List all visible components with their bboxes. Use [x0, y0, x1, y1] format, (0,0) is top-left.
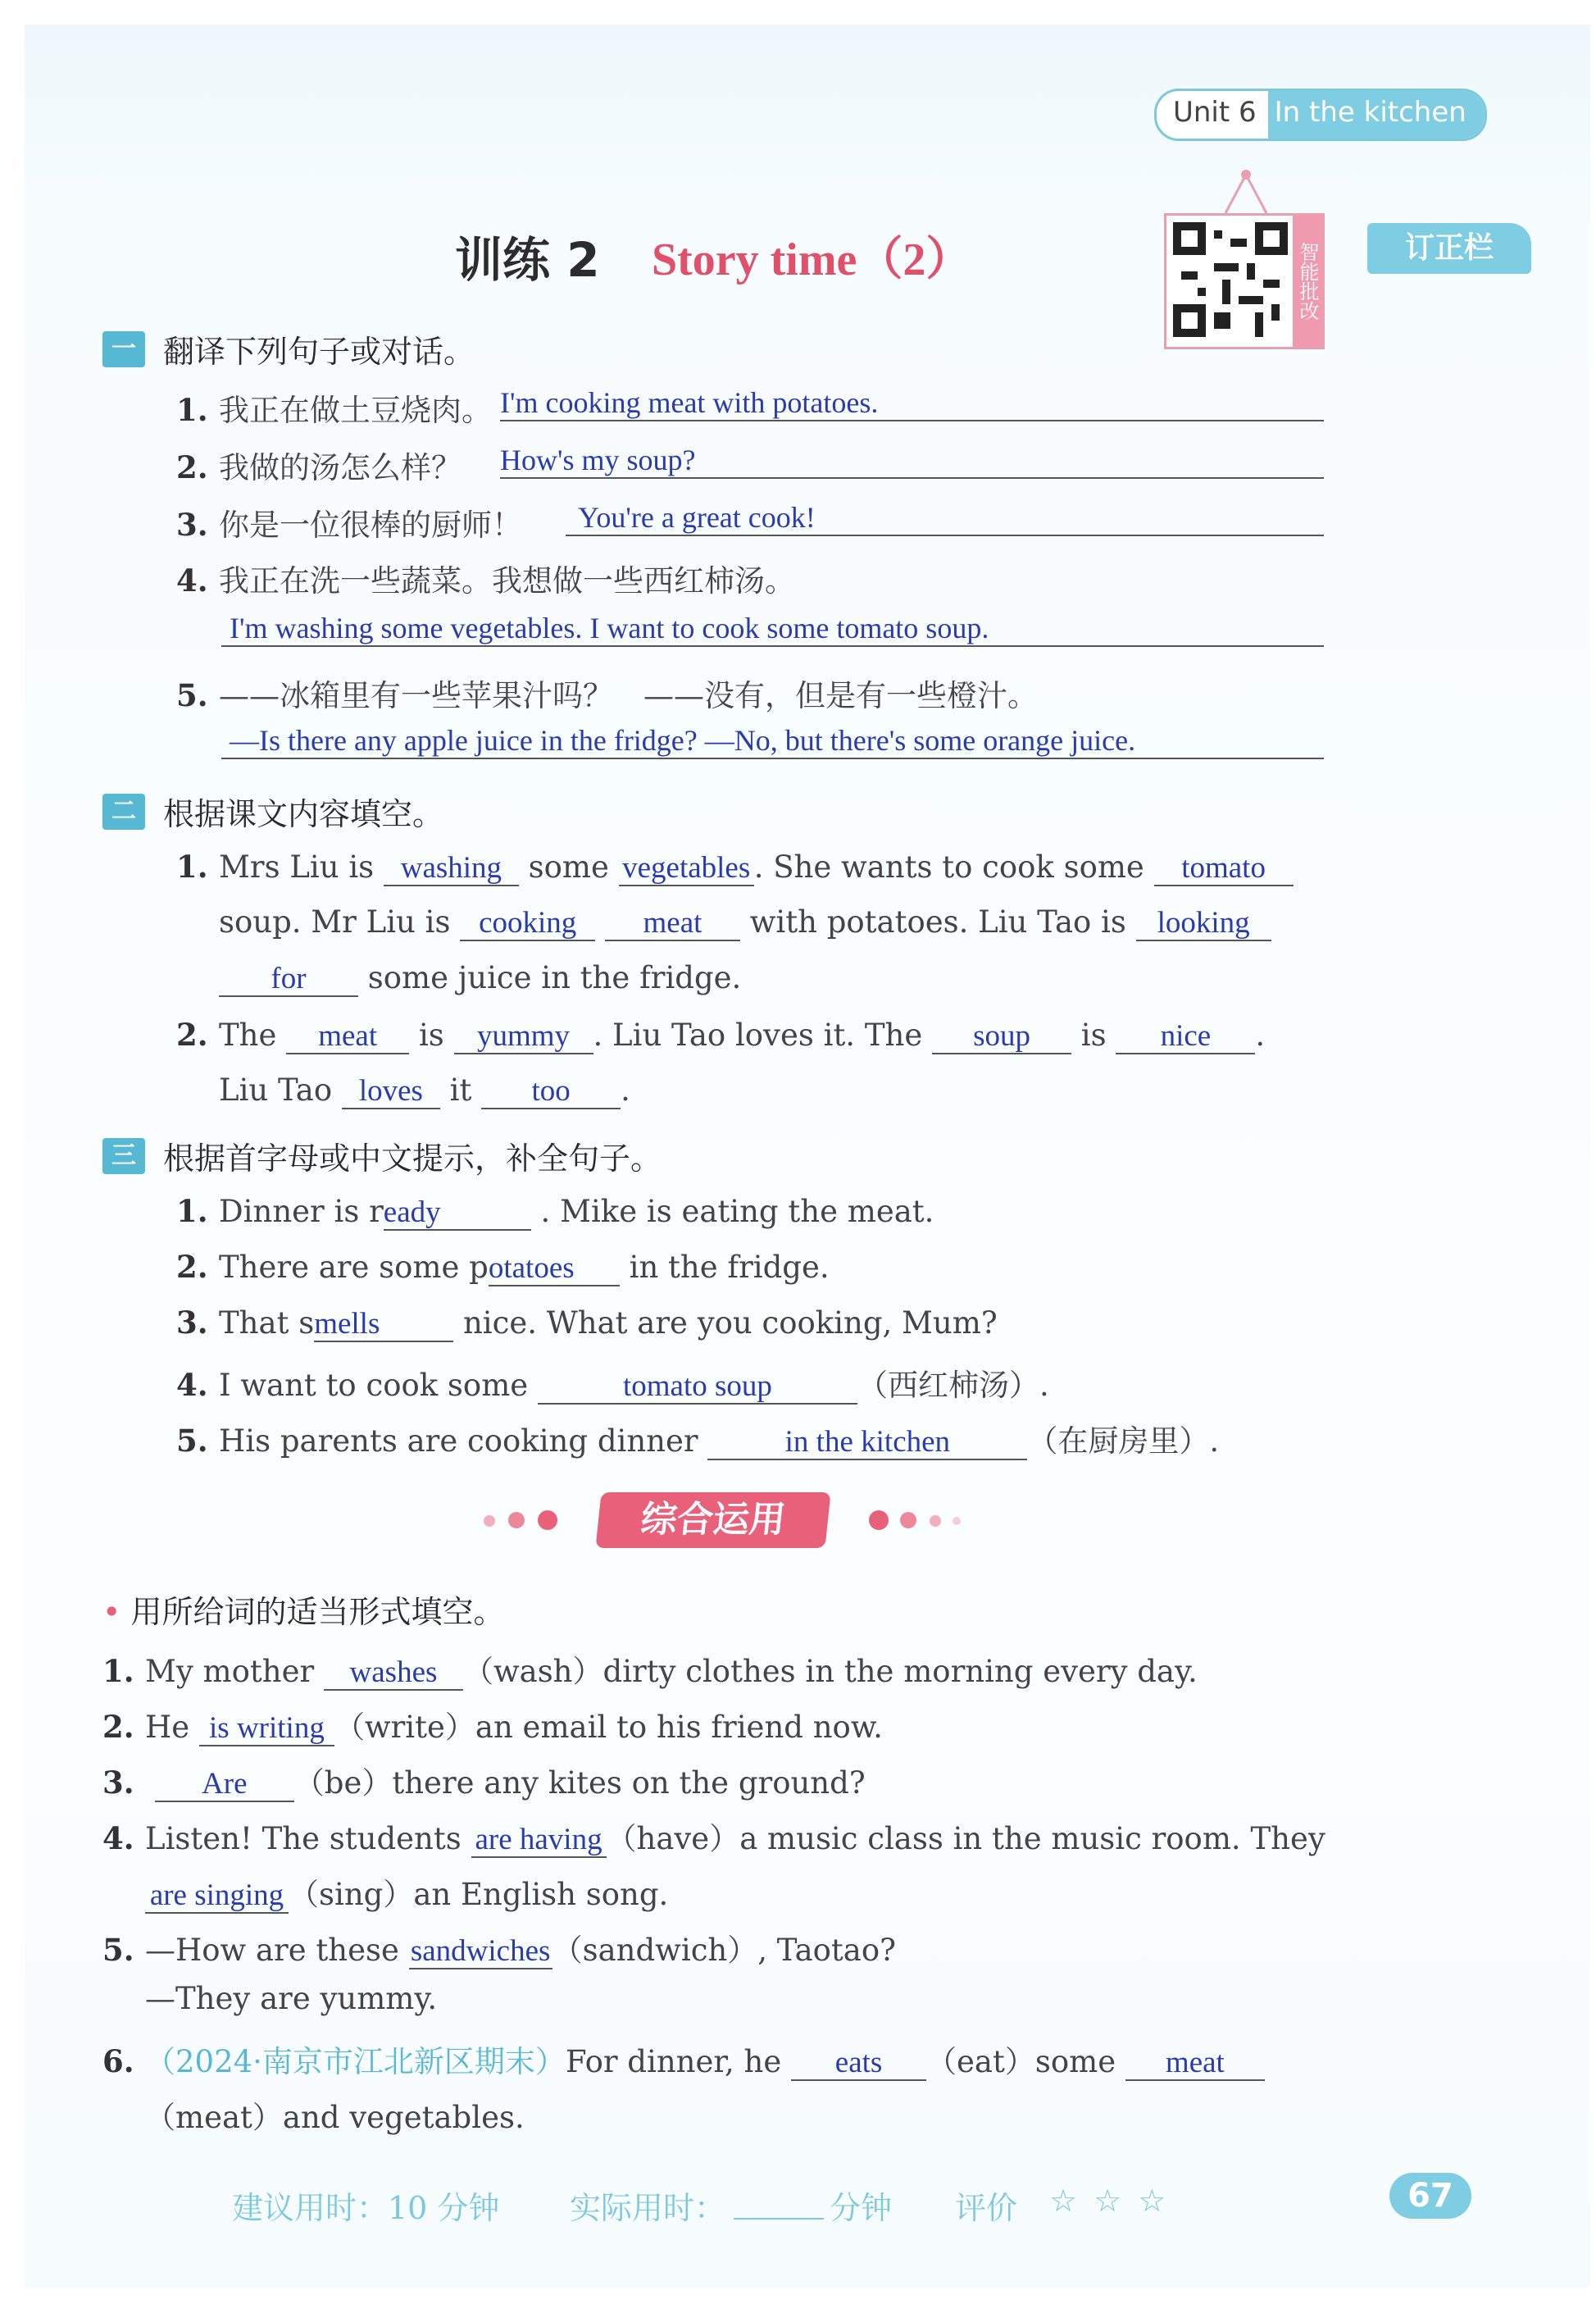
section-2-heading [102, 789, 443, 834]
blank[interactable]: Are [155, 1769, 294, 1802]
qr-code[interactable] [1164, 213, 1325, 349]
blank[interactable]: are singing [145, 1880, 289, 1914]
source-tag: （2024·南京市江北新区期末） [145, 2044, 566, 2079]
blank[interactable]: washes [324, 1657, 463, 1691]
blank[interactable]: tomato [1154, 853, 1294, 886]
s2-item-2-line-1: 2. The meat is yummy . Liu Tao loves it. The soup is nice . [176, 1017, 1266, 1053]
section-1-heading [102, 326, 475, 371]
item-number: 2. [176, 449, 208, 485]
item-prompt: 我正在洗一些蔬菜。我想做一些西红柿汤。 [219, 563, 795, 599]
blank[interactable]: loves [342, 1076, 440, 1109]
item-prompt: 你是一位很棒的厨师！ [219, 508, 522, 543]
blank[interactable]: meat [1125, 2047, 1265, 2081]
blank[interactable]: cooking [460, 908, 595, 941]
s4-item-1: 1. My mother washes （wash）dirty clothes in the morning every day. [102, 1653, 1198, 1689]
s2-item-1-line-1: 1. Mrs Liu is washing some vegetables . She wants to cook some tomato [176, 849, 1294, 886]
blank[interactable]: mells [314, 1309, 453, 1342]
blank[interactable]: in the kitchen [707, 1427, 1027, 1460]
unit-number: Unit 6 [1173, 96, 1257, 129]
s4-item-4-line-1: 4. Listen! The students are having （have）a music class in the music room. They [102, 1820, 1325, 1856]
item-number: 4. [176, 562, 208, 599]
s1-answer-4[interactable]: I'm washing some vegetables. I want to cook some tomato soup. [221, 611, 1324, 647]
s1-item-3 [176, 500, 522, 544]
actual-time-blank[interactable] [734, 2218, 824, 2220]
s3-item-3: 3. That smells nice. What are you cooking, Mum? [176, 1305, 998, 1341]
blank[interactable]: is writing [199, 1713, 334, 1746]
s1-item-1 [176, 385, 492, 430]
lesson-title-en: Story time（2） [652, 234, 972, 285]
section-3-badge: 三 [102, 1138, 145, 1174]
qr-pattern-icon [1173, 222, 1288, 337]
qr-side-label: 智能批改 [1293, 216, 1322, 347]
blank[interactable]: are having [471, 1824, 607, 1858]
blank[interactable]: otatoes [489, 1253, 620, 1286]
s4-item-5-line-1: 5. —How are these sandwiches（sandwich）, Taotao? [102, 1932, 896, 1968]
section-1-badge: 一 [102, 331, 145, 367]
s1-answer-3[interactable]: You're a great cook! [566, 500, 1324, 536]
s4-item-4-line-2: are singing （sing）an English song. [145, 1869, 668, 1914]
actual-time-label: 实际用时： [570, 2190, 726, 2226]
page-number: 67 [1389, 2173, 1471, 2219]
s2-item-1-line-3: for some juice in the fridge. [219, 960, 741, 997]
section-1-instruction: 翻译下列句子或对话。 [163, 334, 475, 370]
item-prompt: 我做的汤怎么样？ [219, 450, 462, 485]
section-3-heading [102, 1133, 662, 1178]
blank[interactable]: looking [1136, 908, 1271, 941]
s4-item-3: 3. Are （be）there any kites on the ground? [102, 1764, 866, 1801]
s3-item-4: 4. I want to cook some tomato soup （西红柿汤）. [176, 1367, 1049, 1403]
correction-column-label: 订正栏 [1367, 223, 1531, 274]
blank[interactable]: too [481, 1076, 621, 1109]
s3-item-1: 1. Dinner is ready . Mike is eating the meat. [176, 1193, 934, 1229]
s2-item-2-line-2: Liu Tao loves it too . [219, 1072, 630, 1108]
section-4-instruction: • 用所给词的适当形式填空。 [102, 1594, 505, 1630]
blank[interactable]: tomato soup [538, 1371, 857, 1405]
section-2-badge: 二 [102, 794, 145, 830]
blank[interactable]: meat [286, 1021, 409, 1054]
blank[interactable]: eady [384, 1197, 531, 1231]
unit-tag [1154, 89, 1487, 141]
s4-item-6-line-1: 6. （2024·南京市江北新区期末）For dinner, he eats （eat）some meat [102, 2037, 1265, 2081]
blank[interactable]: nice [1116, 1021, 1255, 1054]
blank[interactable]: yummy [454, 1021, 593, 1054]
s3-item-5: 5. His parents are cooking dinner in the kitchen （在厨房里）. [176, 1423, 1220, 1459]
s1-answer-5[interactable]: —Is there any apple juice in the fridge? —No, but there's some orange juice. [221, 723, 1324, 759]
s4-item-6-line-2: （meat）and vegetables. [145, 2100, 525, 2135]
s4-item-5-line-2: —They are yummy. [145, 1981, 438, 2016]
s3-item-2: 2. There are some potatoes in the fridge. [176, 1249, 830, 1285]
rating-stars-icon[interactable]: ☆ ☆ ☆ [1049, 2183, 1170, 2219]
blank[interactable]: eats [791, 2047, 926, 2081]
item-prompt: 我正在做土豆烧肉。 [219, 393, 492, 428]
item-number: 5. [176, 677, 208, 713]
s4-item-2: 2. He is writing （write）an email to his friend now. [102, 1709, 883, 1745]
qr-hanger-icon [1221, 168, 1271, 217]
lesson-title-zh: 训练 2 [455, 232, 600, 288]
item-number: 1. [176, 392, 208, 428]
rating-label: 评价 [955, 2190, 1018, 2226]
blank[interactable]: sandwiches [409, 1936, 552, 1969]
s1-answer-1[interactable]: I'm cooking meat with potatoes. [500, 385, 1324, 421]
section-3-instruction: 根据首字母或中文提示，补全句子。 [163, 1141, 662, 1177]
item-number: 3. [176, 507, 208, 543]
blank[interactable]: soup [932, 1021, 1071, 1054]
s1-answer-2[interactable]: How's my soup? [500, 443, 1324, 479]
section-2-instruction: 根据课文内容填空。 [163, 796, 444, 832]
blank[interactable]: meat [605, 908, 740, 941]
s2-item-1-line-2: soup. Mr Liu is cooking meat with potatoes. Liu Tao is looking [219, 904, 1271, 941]
minutes-label: 分钟 [830, 2190, 893, 2226]
blank[interactable]: for [219, 963, 358, 997]
suggested-time: 建议用时：10 分钟 [232, 2190, 500, 2226]
blank[interactable]: vegetables [619, 853, 754, 886]
item-prompt: ——冰箱里有一些苹果汁吗？ ——没有，但是有一些橙汁。 [219, 678, 1038, 713]
blank[interactable]: washing [384, 853, 519, 886]
s1-item-2 [176, 443, 462, 487]
s1-item-5 [176, 671, 1038, 715]
section-banner: 综合运用 [595, 1492, 830, 1548]
unit-title: In the kitchen [1268, 91, 1485, 139]
s1-item-4 [176, 556, 795, 600]
